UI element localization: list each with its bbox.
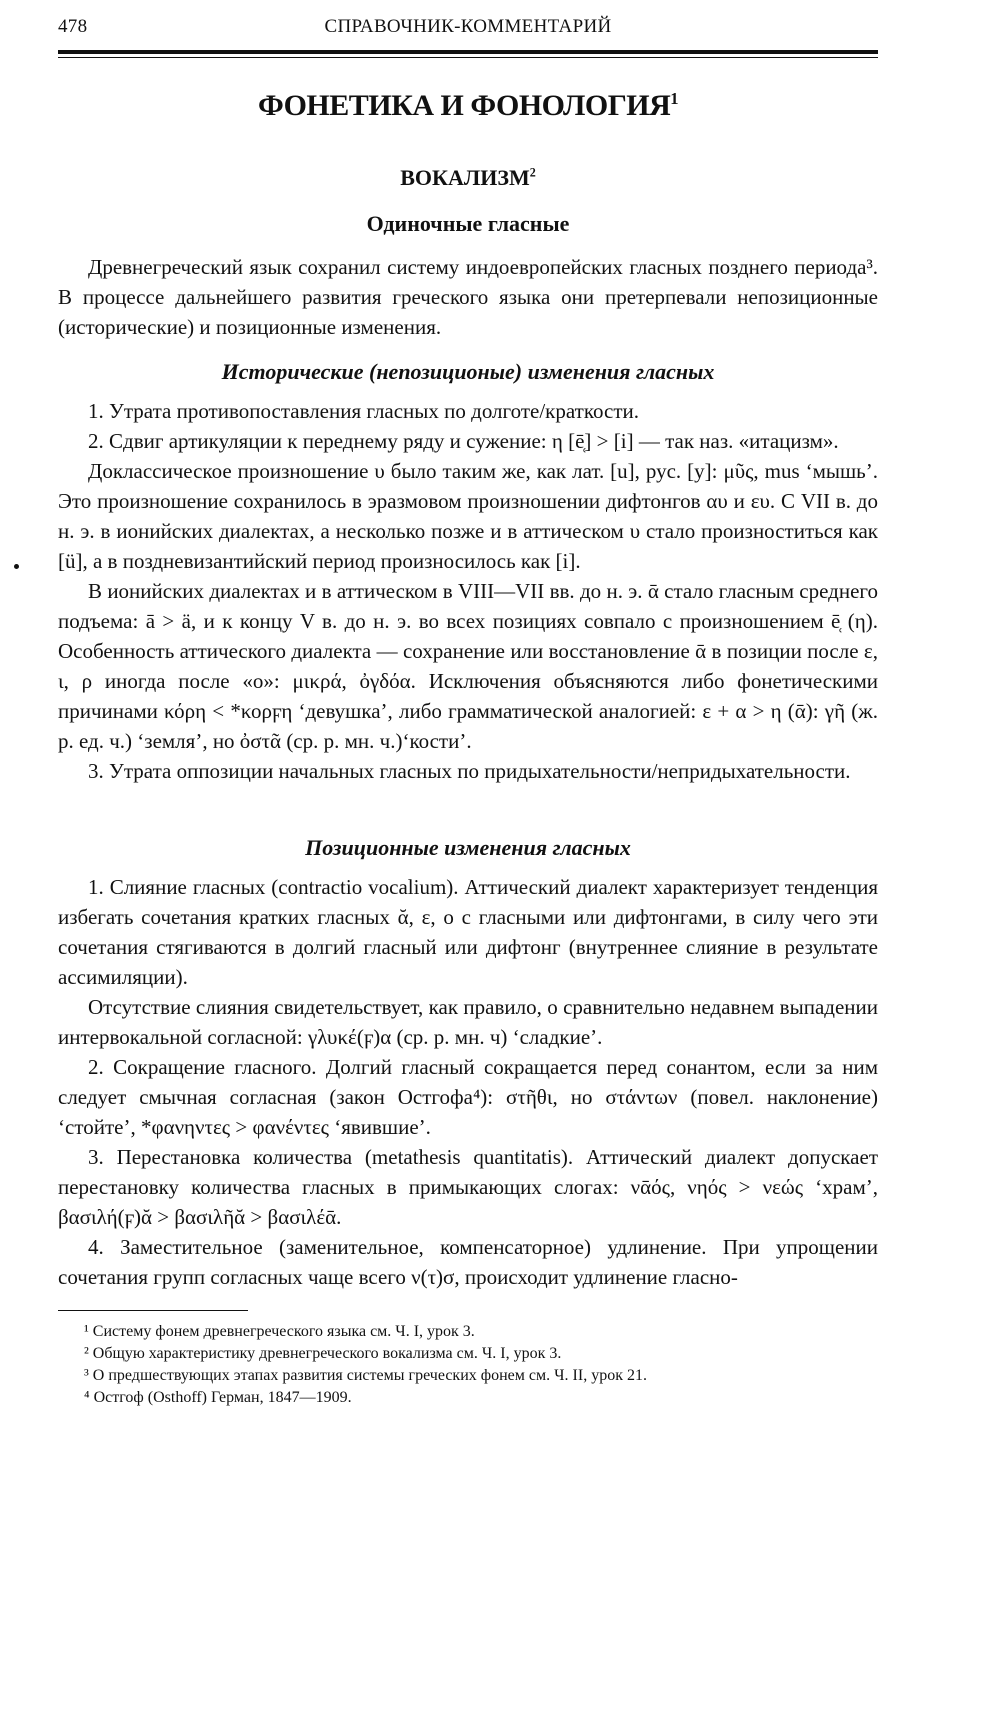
chapter-title-note: 1 [670, 89, 679, 108]
chapter-title-text: ФОНЕТИКА И ФОНОЛОГИЯ [257, 89, 671, 122]
historical-heading: Исторические (непозиционые) изменения гласных [221, 359, 715, 384]
positional-paragraph: 4. Заместительное (заменительное, компенсаторное) удлинение. При упрощении сочетания групп согласных чаще всего ν(τ)σ, происходит удлинение гласно- [58, 1235, 878, 1289]
footnote: ³ О предшествующих этапах развития системы греческих фонем см. Ч. II, урок 21. [84, 1367, 647, 1384]
footnote-rule [58, 1310, 248, 1311]
running-title: СПРАВОЧНИК-КОММЕНТАРИЙ [324, 16, 612, 37]
footnote: ² Общую характеристику древнегреческого вокализма см. Ч. I, урок 3. [84, 1345, 562, 1362]
positional-paragraph: 2. Сокращение гласного. Долгий гласный сокращается перед сонантом, если за ним следует смычная согласная (закон Остгофа⁴): στῆθι, но στάντων (повел. наклонение) ‘стойте’, *φανηντες > φανέντες ‘явившие’. [58, 1055, 878, 1139]
positional-paragraph: Отсутствие слияния свидетельствует, как правило, о сравнительно недавнем выпадении интервокальной согласной: γλυκέ(ϝ)α (ср. р. мн. ч) ‘сладкие’. [58, 995, 878, 1049]
section-title [58, 164, 878, 192]
header-rule-thin [58, 57, 878, 58]
historical-paragraph: В ионийских диалектах и в аттическом в VIII—VII вв. до н. э. ᾱ стало гласным среднего подъема: ā > ä, и к концу V в. до н. э. во всех позициях совпало с произношением ē̜ (η). Особенность аттического диалекта — сохранение или восстановление ᾱ в позиции после ε, ι, ρ иногда после «о»: μικρά, ὀγδόα. Исключения объясняются либо фонетическими причинами κόρη < *κορϝη ‘девушка’, либо грамматической аналогией: ε + α > η (ᾱ): γῆ (ж. р. ед. ч.) ‘земля’, но ὀστᾶ (ср. р. мн. ч.)‘кости’. [58, 579, 878, 753]
section-title-note: 2 [529, 165, 536, 180]
historical-paragraph: 1. Утрата противопоставления гласных по долготе/краткости. [88, 399, 639, 423]
footnote: ¹ Систему фонем древнегреческого языка см. Ч. I, урок 3. [84, 1323, 475, 1340]
footnote: ⁴ Остгоф (Osthoff) Герман, 1847—1909. [84, 1389, 352, 1406]
historical-paragraph: 2. Сдвиг артикуляции к переднему ряду и сужение: η [ē̜] > [i] — так наз. «итацизм». [88, 429, 839, 453]
historical-paragraph: 3. Утрата оппозиции начальных гласных по придыхательности/непридыхательности. [88, 759, 851, 783]
intro-paragraph: Древнегреческий язык сохранил систему индоевропейских гласных позднего периода³. В процессе дальнейшего развития греческого языка они претерпевали непозиционные (исторические) и позиционные изменения. [58, 255, 878, 339]
page-number: 478 [58, 16, 88, 37]
footnotes [58, 1321, 878, 1409]
positional-heading: Позиционные изменения гласных [305, 835, 631, 860]
section-title-text: ВОКАЛИЗМ [400, 165, 530, 190]
positional-block [58, 872, 878, 1292]
subsection-title: Одиночные гласные [366, 211, 570, 236]
chapter-title [58, 88, 878, 124]
margin-dot [14, 564, 19, 569]
historical-block [58, 396, 878, 786]
historical-paragraph: Доклассическое произношение υ было таким же, как лат. [u], рус. [у]: μῦς, mus ‘мышь’. Это произношение сохранилось в эразмовом произношении дифтонгов αυ и ευ. С VII в. до н. э. в ионийских диалектах, а несколько позже и в аттическом υ стало произноститься как [ü], а в поздневизантийский период произносилось как [i]. [58, 459, 878, 573]
positional-paragraph: 1. Слияние гласных (contractio vocalium). Аттический диалект характеризует тенденция избегать сочетания кратких гласных ᾰ, ε, ο с гласными или дифтонгами, в силу чего эти сочетания стягиваются в долгий гласный или дифтонг (внутреннее слияние в результате ассимиляции). [58, 875, 878, 989]
intro-block [58, 252, 878, 342]
page [58, 12, 878, 1409]
running-head [58, 12, 878, 46]
header-rule-thick [58, 50, 878, 54]
positional-paragraph: 3. Перестановка количества (metathesis quantitatis). Аттический диалект допускает перестановку количества гласных в примыкающих слогах: νᾱός, νηός > νεώς ‘храм’, βασιλή(ϝ)ᾰ > βασιλῆᾰ > βασιλέᾱ. [58, 1145, 878, 1229]
